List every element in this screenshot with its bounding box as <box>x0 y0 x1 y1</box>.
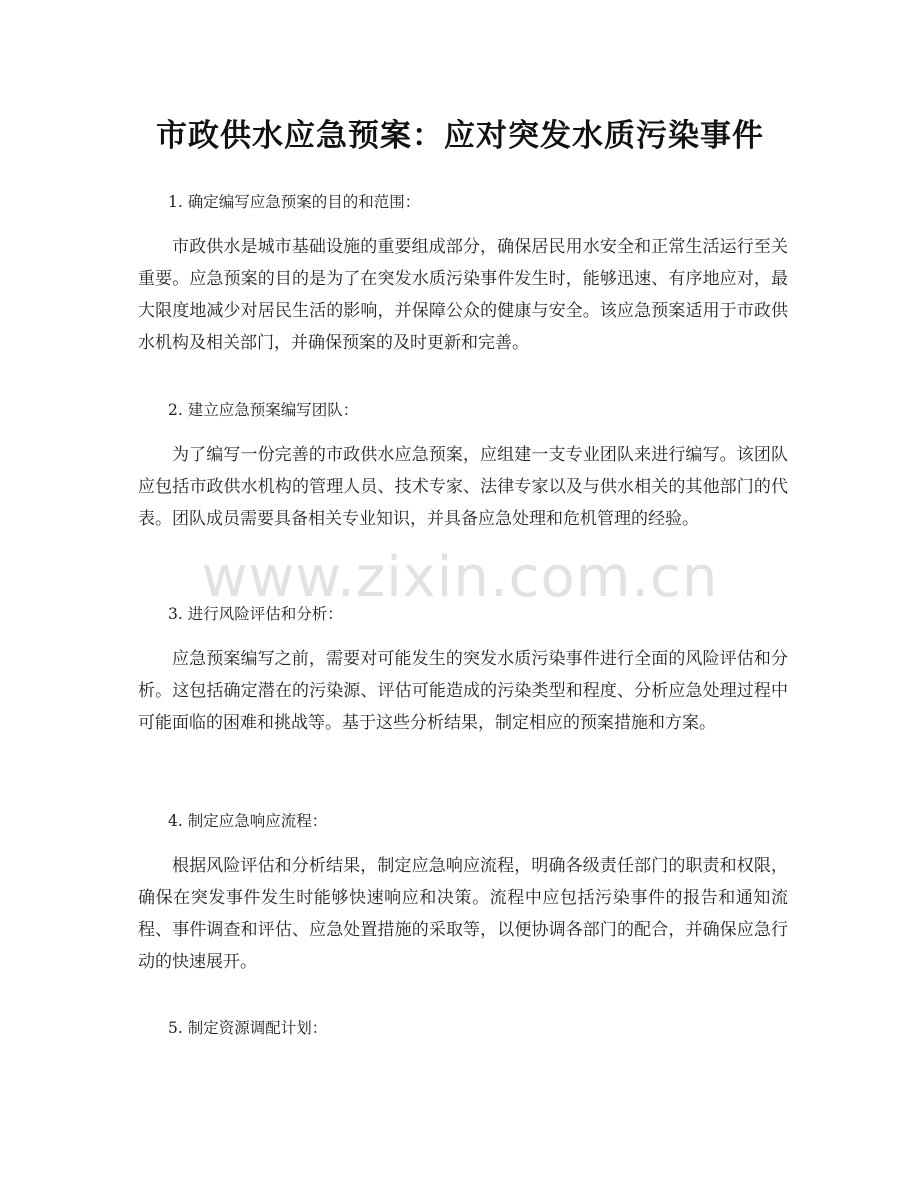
section-body-3: 应急预案编写之前，需要对可能发生的突发水质污染事件进行全面的风险评估和分析。这包括确定潜在的污染源、评估可能造成的污染类型和程度、分析应急处理过程中可能面临的困难和挑战等。基于这些分析结果，制定相应的预案措施和方案。 <box>138 649 788 733</box>
section-body-2: 为了编写一份完善的市政供水应急预案，应组建一支专业团队来进行编写。该团队应包括市政供水机构的管理人员、技术专家、法律专家以及与供水相关的其他部门的代表。团队成员需要具备相关专业知识，并具备应急处理和危机管理的经验。 <box>138 445 788 529</box>
section-heading-2: 2. 建立应急预案编写团队： <box>168 401 359 419</box>
section-body-1: 市政供水是城市基础设施的重要组成部分，确保居民用水安全和正常生活运行至关重要。应急预案的目的是为了在突发水质污染事件发生时，能够迅速、有序地应对，最大限度地减少对居民生活的影响，并保障公众的健康与安全。该应急预案适用于市政供水机构及相关部门，并确保预案的及时更新和完善。 <box>138 237 788 353</box>
section-heading-3: 3. 进行风险评估和分析： <box>168 605 343 623</box>
section-heading-4: 4. 制定应急响应流程： <box>168 812 328 830</box>
section-heading-1: 1. 确定编写应急预案的目的和范围： <box>168 193 421 211</box>
section-heading-5: 5. 制定资源调配计划： <box>168 1019 328 1037</box>
section-body-4: 根据风险评估和分析结果，制定应急响应流程，明确各级责任部门的职责和权限，确保在突发事件发生时能够快速响应和决策。流程中应包括污染事件的报告和通知流程、事件调查和评估、应急处置措施的采取等，以便协调各部门的配合，并确保应急行动的快速展开。 <box>138 856 788 972</box>
document-title: 市政供水应急预案：应对突发水质污染事件 <box>156 118 764 154</box>
watermark: www.zixin.com.cn <box>201 545 719 610</box>
